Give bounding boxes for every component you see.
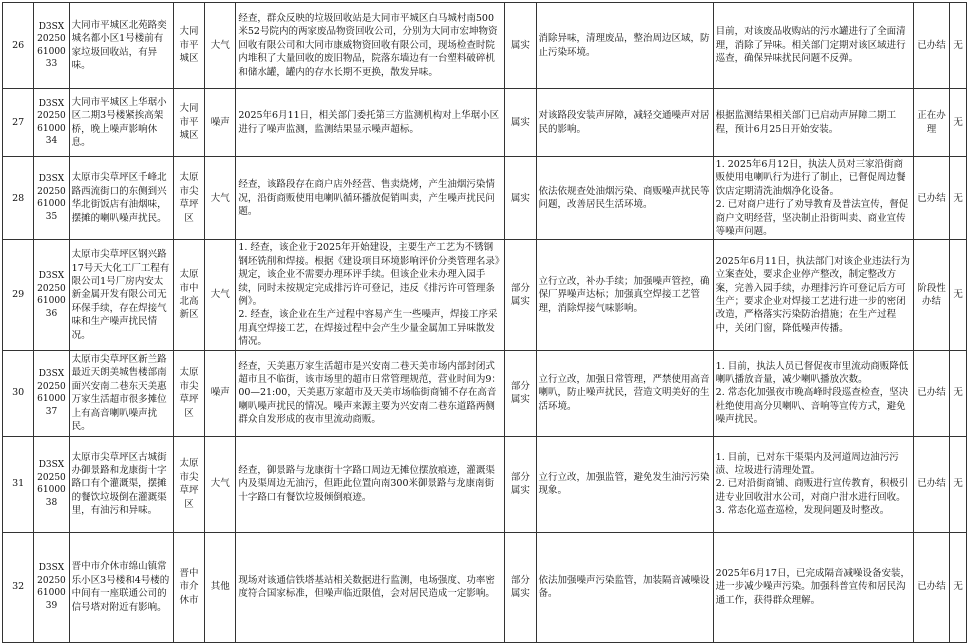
row-type: 大气 (205, 3, 236, 89)
complaint-table (2, 2, 967, 643)
row-verdict: 部分属实 (505, 532, 536, 642)
row-accountability: 无 (950, 532, 967, 642)
table-row (3, 3, 967, 89)
row-finding: 1. 经查，该企业于2025年开始建设，主要生产工艺为不锈钢钢坯铣削和焊接。根据《建设项目环境影响评价分类管理名录》规定，该企业不需要办理环评手续。但该企业未办理入园手续，同时未按规定完成排污许可登记，违反《排污许可管理条例》。 2. 经查，该企业在生产过程中容易产生一些噪声，焊接工序采用真空焊接工艺，在焊接过程中会产生少量金属加工异味散发情况。 (236, 240, 505, 350)
row-accountability: 无 (950, 3, 967, 89)
row-verdict: 属实 (505, 157, 536, 240)
row-verdict: 部分属实 (505, 350, 536, 436)
row-code: D3SX2025061000 39 (34, 532, 69, 642)
row-progress: 目前，对该废品收购站的污水罐进行了全面清理，消除了异味。相关部门定期对该区域进行巡查，确保异味扰民问题不反弹。 (713, 3, 913, 89)
row-verdict: 属实 (505, 3, 536, 89)
row-status: 已办结 (913, 157, 949, 240)
row-index: 29 (3, 240, 34, 350)
row-finding: 经查，群众反映的垃圾回收站是大同市平城区白马城村南500米52号院内的两家废品物资回收公司，分别为大同市宏坤物资回收有限公司和大同市康威物资回收有限公司，现场检查时院内堆积了大量回收的废旧物品，院落东墙边有一台塑料破碎机和储水罐，罐内的存水长期不更换，散发异味。 (236, 3, 505, 89)
row-finding: 经查，该路段存在商户店外经营、售卖烧烤，产生油烟污染情况，沿街商贩使用电喇叭循环播放促销叫卖，产生噪声扰民问题。 (236, 157, 505, 240)
row-finding: 经查，天美惠万家生活超市是兴安南二巷天美市场内部封闭式超市且不临街，该市场里的超市日常管理规范，营业时间为9：00—21:00，天美惠万家超市及天美市场临街商铺不存在高音喇叭噪声扰民的情况。噪声来源主要为兴安南二巷东道路两侧群众自发形成的夜市里流动商贩。 (236, 350, 505, 436)
row-index: 31 (3, 436, 34, 532)
table-row (3, 350, 967, 436)
row-location: 太原市尖草坪区新兰路最近天朗美城售楼部南面兴安南二巷东天美惠万家生活超市很多摊位上有高音喇叭噪声扰民。 (69, 350, 173, 436)
row-location: 太原市尖草坪区千峰北路西流街口的东侧到兴华北街饭店有油烟味，摆摊的喇叭噪声扰民。 (69, 157, 173, 240)
row-accountability: 无 (950, 240, 967, 350)
row-index: 32 (3, 532, 34, 642)
row-district: 太原市中北高新区 (173, 240, 204, 350)
row-code: D3SX2025061000 37 (34, 350, 69, 436)
row-status: 已办结 (913, 3, 949, 89)
row-location: 大同市平城区上华琚小区二期3号楼紧挨高架桥，晚上噪声影响休息。 (69, 89, 173, 157)
row-index: 28 (3, 157, 34, 240)
row-measures: 立行立改，补办手续；加强噪声管控，确保厂界噪声达标；加强真空焊接工艺管理，消除焊接气味影响。 (536, 240, 713, 350)
row-status: 已办结 (913, 350, 949, 436)
row-progress: 2025年6月17日，已完成隔音减噪设备安装，进一步减少噪声污染。加强科普宣传和居民沟通工作，获得群众理解。 (713, 532, 913, 642)
row-type: 其他 (205, 532, 236, 642)
row-status: 阶段性办结 (913, 240, 949, 350)
row-code: D3SX2025061000 36 (34, 240, 69, 350)
row-progress: 2025年6月11日，执法部门对该企业违法行为立案查处，要求企业停产整改，制定整改方案，完善入园手续，办理排污许可登记后方可生产；要求企业对焊接工艺进行进一步的密闭改造，严格落实污染防治措施；在生产过程中，关闭门窗，降低噪声传播。 (713, 240, 913, 350)
row-location: 太原市尖草坪区钢兴路17号天大化工厂工程有限公司1号厂房内安太新金属开发有限公司无环保手续，存在焊接气味和生产噪声扰民情况。 (69, 240, 173, 350)
row-status: 已办结 (913, 436, 949, 532)
row-accountability: 无 (950, 350, 967, 436)
row-code: D3SX2025061000 38 (34, 436, 69, 532)
table-row (3, 89, 967, 157)
row-finding: 2025年6月11日，相关部门委托第三方监测机构对上华琚小区进行了噪声监测，监测结果显示噪声超标。 (236, 89, 505, 157)
row-district: 太原市尖草坪区 (173, 350, 204, 436)
row-index: 26 (3, 3, 34, 89)
row-measures: 立行立改，加强监管，避免发生油污污染现象。 (536, 436, 713, 532)
row-accountability: 无 (950, 436, 967, 532)
row-code: D3SX2025061000 33 (34, 3, 69, 89)
row-progress: 1. 2025年6月12日，执法人员对三家沿街商贩使用电喇叭行为进行了制止，已督促周边餐饮店定期清洗油烟净化设备。 2. 已对商户进行了劝导教育及普法宣传，督促商户文明经营，坚决制止沿街叫卖、商业宣传等噪声问题。 (713, 157, 913, 240)
row-progress: 根据监测结果相关部门已启动声屏障二期工程，预计6月25日开始安装。 (713, 89, 913, 157)
row-district: 太原市尖草坪区 (173, 436, 204, 532)
row-finding: 现场对该通信铁塔基站相关数据进行监测，电场强度、功率密度符合国家标准，但噪声临近限值，会对居民造成一定影响。 (236, 532, 505, 642)
row-location: 大同市平城区北苑路奕城名都小区1号楼前有家垃圾回收站，有异味。 (69, 3, 173, 89)
row-measures: 立行立改，加强日常管理，严禁使用高音喇叭，防止噪声扰民，营造文明美好的生活环境。 (536, 350, 713, 436)
row-type: 噪声 (205, 89, 236, 157)
row-accountability: 无 (950, 89, 967, 157)
table-row (3, 532, 967, 642)
row-status: 已办结 (913, 532, 949, 642)
row-progress: 1. 目前，已对东干渠渠内及河道周边油污污渍、垃圾进行清理处置。 2. 已对沿街商铺、商贩进行宣传教育，积极引进专业回收泔水公司，对商户泔水进行回收。 3. 常态化巡查巡检，发现问题及时整改。 (713, 436, 913, 532)
row-measures: 依法加强噪声污染监管，加装隔音减噪设备。 (536, 532, 713, 642)
row-district: 晋中市介休市 (173, 532, 204, 642)
row-accountability: 无 (950, 157, 967, 240)
row-type: 大气 (205, 436, 236, 532)
row-district: 大同市平城区 (173, 3, 204, 89)
row-type: 噪声 (205, 350, 236, 436)
row-verdict: 部分属实 (505, 240, 536, 350)
row-code: D3SX2025061000 35 (34, 157, 69, 240)
row-verdict: 属实 (505, 89, 536, 157)
table-row (3, 436, 967, 532)
row-district: 大同市平城区 (173, 89, 204, 157)
row-type: 大气 (205, 240, 236, 350)
table-row (3, 240, 967, 350)
row-measures: 依法依规查处油烟污染、商贩噪声扰民等问题，改善居民生活环境。 (536, 157, 713, 240)
row-progress: 1. 目前，执法人员已督促夜市里流动商贩降低喇叭播放音量，减少喇叭播放次数。 2. 常态化加强夜市晚高峰时段巡查检查，坚决杜绝使用高分贝喇叭、音响等宣传方式，避免噪声扰民。 (713, 350, 913, 436)
row-finding: 经查，御景路与龙康街十字路口周边无摊位摆放痕迹，灌溉渠内及渠周边无油污，但距此位置向南300米御景路与龙康南街十字路口有餐饮垃圾倾倒痕迹。 (236, 436, 505, 532)
table-body (3, 3, 967, 643)
row-location: 太原市尖草坪区古城街办御景路和龙康街十字路口有个灌溉渠，摆摊的餐饮垃圾倒在灌溉渠里，有油污和异味。 (69, 436, 173, 532)
row-index: 27 (3, 89, 34, 157)
row-location: 晋中市介休市绵山镇常乐小区3号楼和4号楼的中间有一座联通公司的信号塔对附近有影响。 (69, 532, 173, 642)
row-measures: 对该路段安装声屏障，减轻交通噪声对居民的影响。 (536, 89, 713, 157)
row-type: 大气 (205, 157, 236, 240)
row-index: 30 (3, 350, 34, 436)
row-measures: 消除异味，清理废品，整治周边区域，防止污染环境。 (536, 3, 713, 89)
row-district: 太原市尖草坪区 (173, 157, 204, 240)
row-code: D3SX2025061000 34 (34, 89, 69, 157)
table-row (3, 157, 967, 240)
row-status: 正在办理 (913, 89, 949, 157)
row-verdict: 部分属实 (505, 436, 536, 532)
